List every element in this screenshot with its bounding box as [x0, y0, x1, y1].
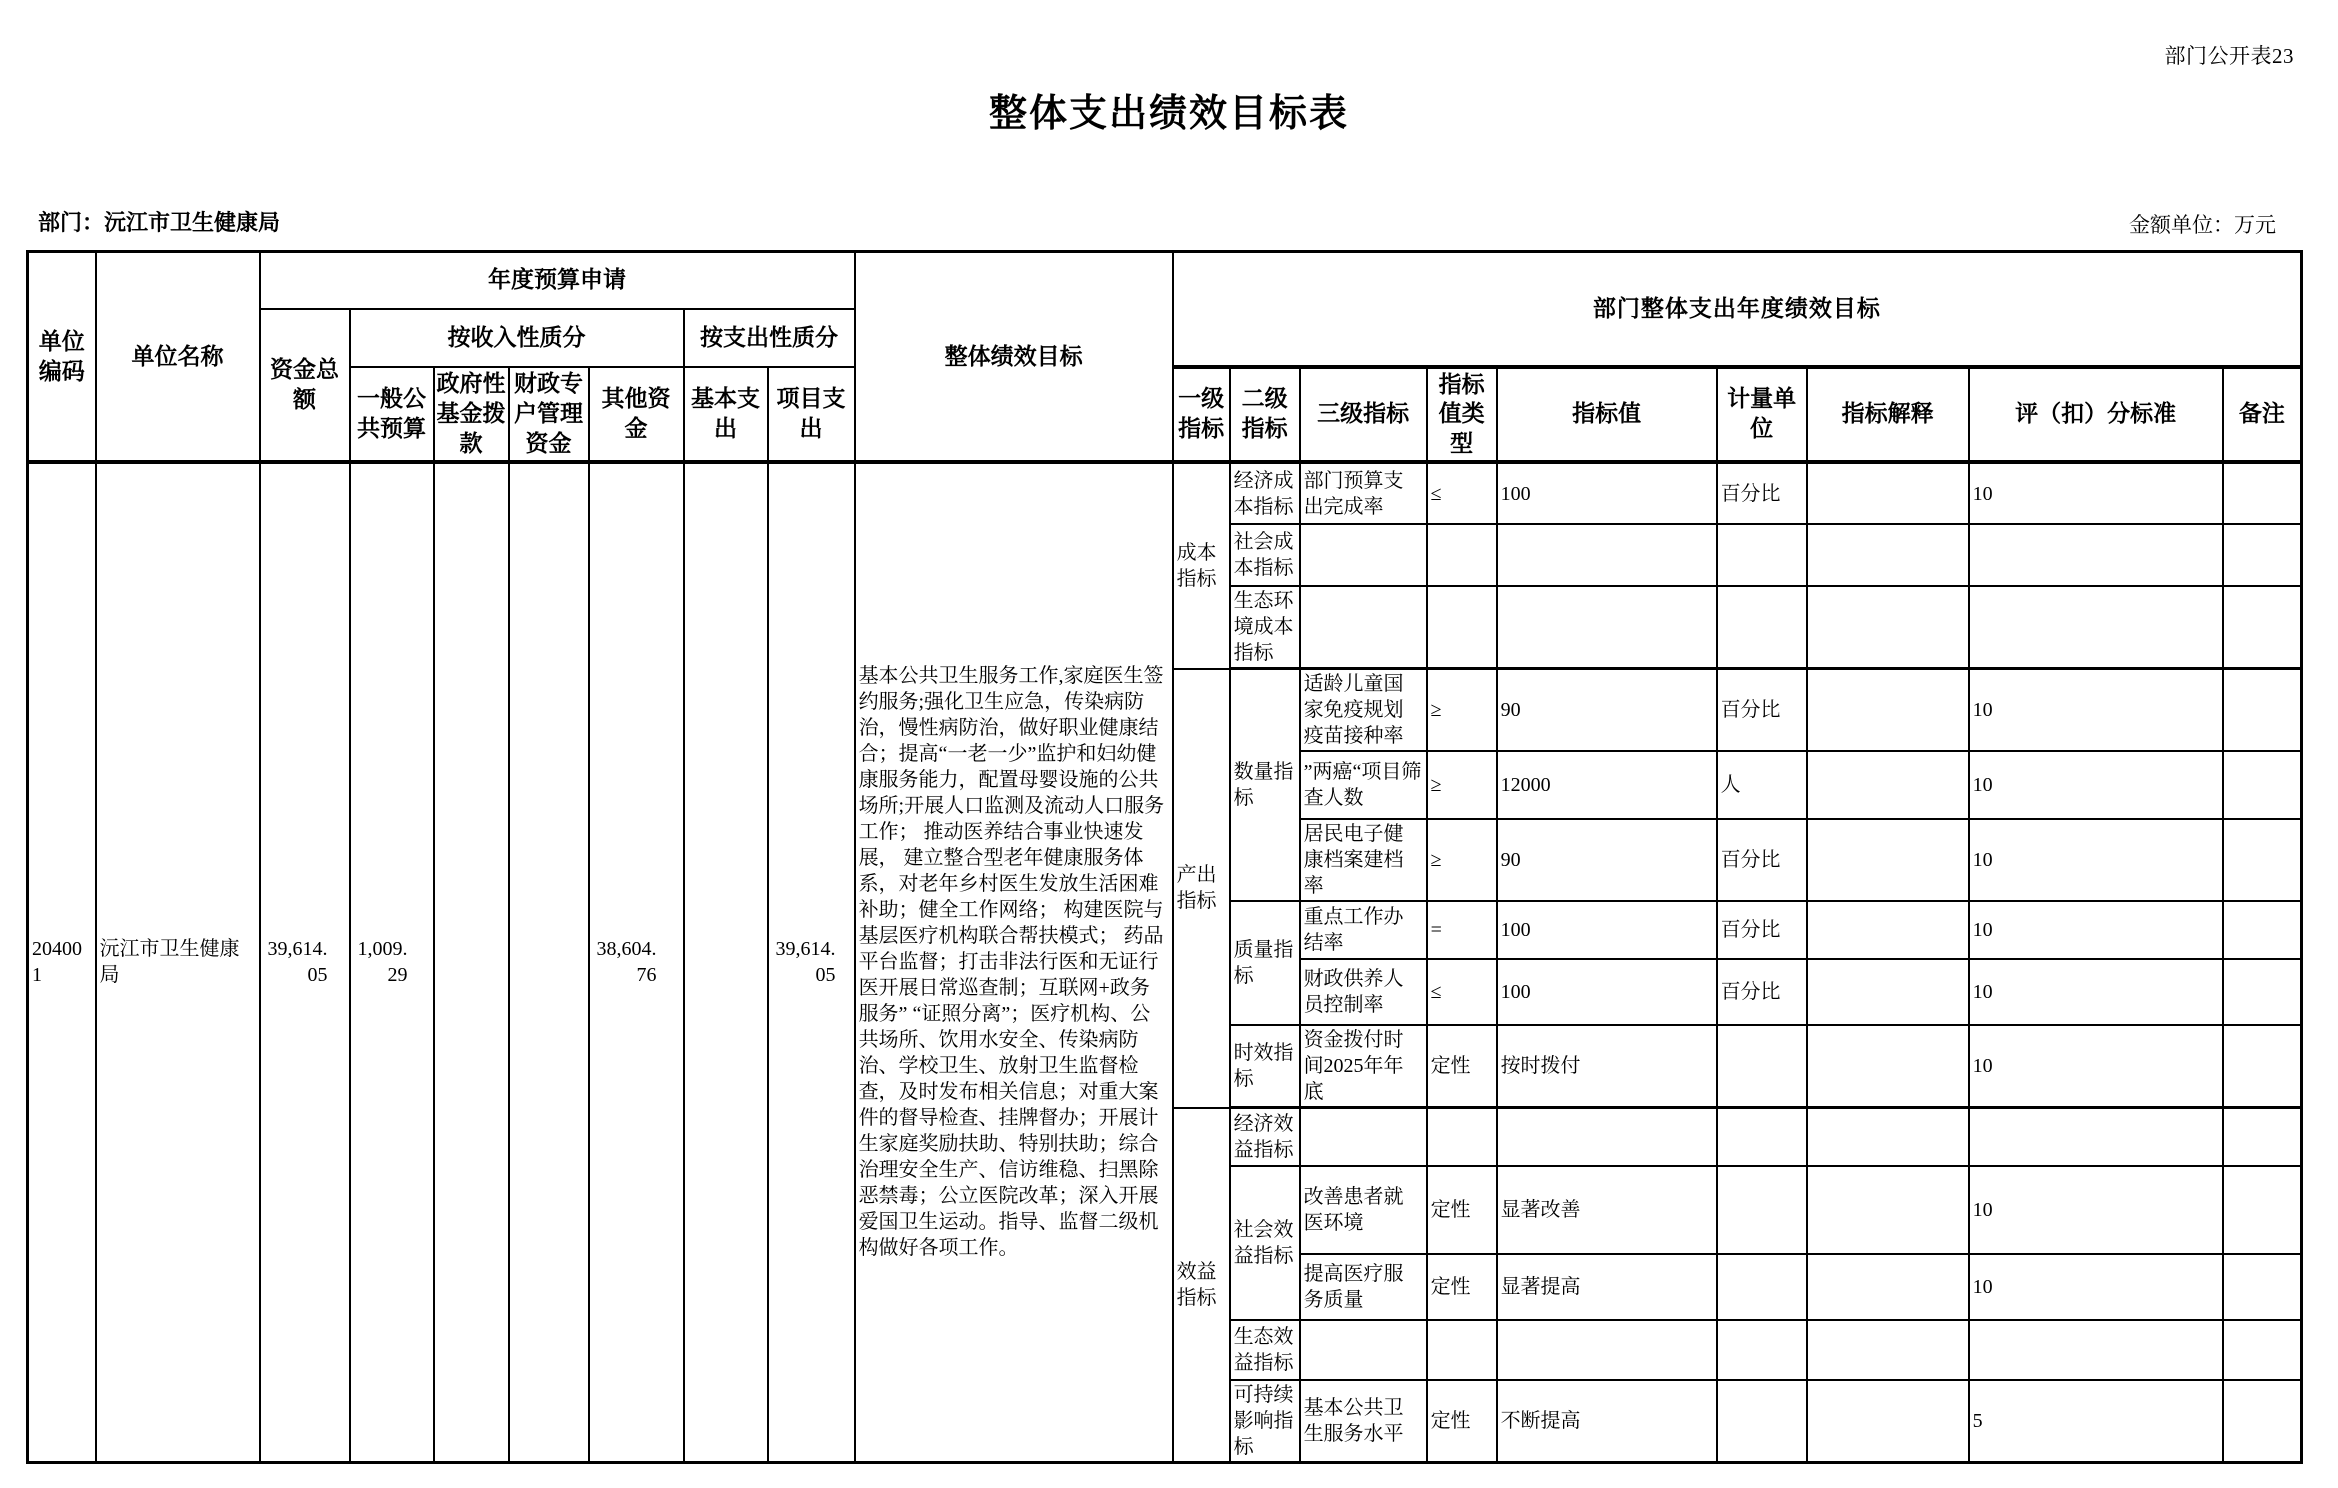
- header-scoring-standard: 评（扣）分标准: [1969, 367, 2223, 463]
- cell-measure-unit: [1717, 1254, 1807, 1320]
- header-overall-performance-target: 整体绩效目标: [855, 252, 1173, 463]
- cell-value-type: [1427, 524, 1497, 586]
- cell-measure-unit: [1717, 1025, 1807, 1108]
- cell-value-type: [1427, 1108, 1497, 1166]
- header-dept-annual-performance-target: 部门整体支出年度绩效目标: [1173, 252, 2302, 367]
- cell-measure-unit: 百分比: [1717, 669, 1807, 752]
- cell-remark: [2223, 586, 2302, 669]
- cell-level3: [1300, 1320, 1427, 1380]
- cell-level3: 重点工作办结率: [1300, 901, 1427, 959]
- cell-explanation: [1807, 1025, 1969, 1108]
- header-measure-unit: 计量单位: [1717, 367, 1807, 463]
- cell-level1: 成本指标: [1173, 462, 1230, 669]
- cell-score: 10: [1969, 959, 2223, 1025]
- cell-overall-target: 基本公共卫生服务工作,家庭医生签约服务;强化卫生应急，传染病防治，慢性病防治，做好职业健康结合；提高“一老一少”监护和妇幼健康服务能力，配置母婴设施的公共场所;开展人口监测及流动人口服务工作； 推动医养结合事业快速发展， 建立整合型老年健康服务体系，对老年乡村医生发放生活困难补助；健全工作网络； 构建医院与基层医疗机构联合帮扶模式； 药品平台监督；打击非法行医和无证行医开展日常巡查制；互联网+政务服务” “证照分离”；医疗机构、公共场所、饮用水安全、传染病防治、学校卫生、放射卫生监督检查，及时发布相关信息；对重大案件的督导检查、挂牌督办；开展计生家庭奖励扶助、特别扶助；综合治理安全生产、信访维稳、扫黑除恶禁毒；公立医院改革；深入开展爱国卫生运动。指导、监督二级机构做好各项工作。: [855, 462, 1173, 1462]
- cell-target-value: 90: [1497, 819, 1717, 901]
- cell-level3: 适龄儿童国家免疫规划疫苗接种率: [1300, 669, 1427, 752]
- cell-project-expense: 39,614.05: [768, 462, 855, 1462]
- cell-score: 10: [1969, 1254, 2223, 1320]
- header-other-funds: 其他资金: [589, 367, 684, 463]
- cell-basic-expense: [684, 462, 768, 1462]
- cell-measure-unit: [1717, 1108, 1807, 1166]
- cell-level3: 资金拨付时间2025年年底: [1300, 1025, 1427, 1108]
- cell-explanation: [1807, 901, 1969, 959]
- cell-remark: [2223, 1166, 2302, 1254]
- cell-score: [1969, 586, 2223, 669]
- cell-explanation: [1807, 669, 1969, 752]
- header-basic-expense: 基本支出: [684, 367, 768, 463]
- cell-value-type: 定性: [1427, 1166, 1497, 1254]
- cell-level3: [1300, 1108, 1427, 1166]
- cell-score: 10: [1969, 1166, 2223, 1254]
- cell-explanation: [1807, 751, 1969, 819]
- cell-remark: [2223, 1254, 2302, 1320]
- cell-explanation: [1807, 462, 1969, 524]
- cell-remark: [2223, 524, 2302, 586]
- cell-level3: ”两癌“项目筛查人数: [1300, 751, 1427, 819]
- cell-level2: 经济效益指标: [1230, 1108, 1300, 1166]
- cell-target-value: 90: [1497, 669, 1717, 752]
- cell-remark: [2223, 1108, 2302, 1166]
- cell-level3: 部门预算支出完成率: [1300, 462, 1427, 524]
- header-by-expense-nature: 按支出性质分: [684, 309, 855, 367]
- cell-unit-code: 204001: [28, 462, 96, 1462]
- cell-level3: 基本公共卫生服务水平: [1300, 1380, 1427, 1463]
- header-project-expense: 项目支出: [768, 367, 855, 463]
- header-by-income-nature: 按收入性质分: [350, 309, 684, 367]
- cell-measure-unit: 百分比: [1717, 901, 1807, 959]
- header-level1: 一级指标: [1173, 367, 1230, 463]
- cell-level2: 时效指标: [1230, 1025, 1300, 1108]
- cell-measure-unit: 百分比: [1717, 959, 1807, 1025]
- cell-explanation: [1807, 1380, 1969, 1463]
- cell-value-type: ≤: [1427, 462, 1497, 524]
- cell-remark: [2223, 751, 2302, 819]
- cell-score: [1969, 524, 2223, 586]
- header-gov-fund-allocation: 政府性基金拨款: [434, 367, 509, 463]
- header-remarks: 备注: [2223, 367, 2302, 463]
- cell-measure-unit: [1717, 586, 1807, 669]
- cell-level3: 居民电子健康档案建档率: [1300, 819, 1427, 901]
- cell-value-type: [1427, 1320, 1497, 1380]
- cell-value-type: ≤: [1427, 959, 1497, 1025]
- cell-total-funds: 39,614.05: [260, 462, 350, 1462]
- cell-unit-name: 沅江市卫生健康局: [96, 462, 260, 1462]
- cell-remark: [2223, 819, 2302, 901]
- amount-unit-label: 金额单位：万元: [2129, 213, 2276, 237]
- cell-level3: [1300, 524, 1427, 586]
- cell-target-value: 100: [1497, 959, 1717, 1025]
- cell-score: 10: [1969, 819, 2223, 901]
- cell-measure-unit: [1717, 1166, 1807, 1254]
- cell-level3: 提高医疗服务质量: [1300, 1254, 1427, 1320]
- cell-score: [1969, 1108, 2223, 1166]
- cell-explanation: [1807, 524, 1969, 586]
- cell-value-type: ≥: [1427, 819, 1497, 901]
- cell-score: 10: [1969, 1025, 2223, 1108]
- cell-level2: 经济成本指标: [1230, 462, 1300, 524]
- cell-value-type: 定性: [1427, 1025, 1497, 1108]
- document-title: 整体支出绩效目标表: [988, 93, 1349, 135]
- cell-value-type: ≥: [1427, 751, 1497, 819]
- cell-target-value: 100: [1497, 462, 1717, 524]
- cell-other-funds: 38,604.76: [589, 462, 684, 1462]
- cell-score: 10: [1969, 669, 2223, 752]
- cell-measure-unit: 人: [1717, 751, 1807, 819]
- cell-target-value: 显著提高: [1497, 1254, 1717, 1320]
- cell-value-type: [1427, 586, 1497, 669]
- cell-gov-fund-allocation: [434, 462, 509, 1462]
- cell-explanation: [1807, 1108, 1969, 1166]
- header-annual-budget-request: 年度预算申请: [260, 252, 855, 309]
- cell-target-value: 100: [1497, 901, 1717, 959]
- cell-target-value: 显著改善: [1497, 1166, 1717, 1254]
- header-row-1: [28, 252, 2302, 309]
- cell-general-public-budget: 1,009.29: [350, 462, 434, 1462]
- header-target-value: 指标值: [1497, 367, 1717, 463]
- cell-measure-unit: 百分比: [1717, 819, 1807, 901]
- cell-level2: 质量指标: [1230, 901, 1300, 1025]
- cell-measure-unit: [1717, 1380, 1807, 1463]
- cell-measure-unit: 百分比: [1717, 462, 1807, 524]
- page-label: 部门公开表23: [2164, 44, 2294, 68]
- cell-target-value: [1497, 524, 1717, 586]
- cell-score: 10: [1969, 462, 2223, 524]
- header-level2: 二级指标: [1230, 367, 1300, 463]
- header-explanation: 指标解释: [1807, 367, 1969, 463]
- cell-measure-unit: [1717, 1320, 1807, 1380]
- header-unit-name: 单位名称: [96, 252, 260, 463]
- header-unit-code: 单位编码: [28, 252, 96, 463]
- cell-score: [1969, 1320, 2223, 1380]
- cell-target-value: 不断提高: [1497, 1380, 1717, 1463]
- cell-level1: 效益指标: [1173, 1108, 1230, 1463]
- indicator-row: [28, 462, 2302, 524]
- cell-value-type: ≥: [1427, 669, 1497, 752]
- cell-explanation: [1807, 1320, 1969, 1380]
- cell-explanation: [1807, 959, 1969, 1025]
- cell-remark: [2223, 1025, 2302, 1108]
- department-label: 部门：沅江市卫生健康局: [38, 210, 281, 235]
- cell-level3: 财政供养人员控制率: [1300, 959, 1427, 1025]
- cell-level2: 生态效益指标: [1230, 1320, 1300, 1380]
- cell-score: 10: [1969, 901, 2223, 959]
- cell-measure-unit: [1717, 524, 1807, 586]
- cell-level1: 产出指标: [1173, 669, 1230, 1108]
- cell-target-value: 按时拨付: [1497, 1025, 1717, 1108]
- cell-level3: [1300, 586, 1427, 669]
- cell-remark: [2223, 669, 2302, 752]
- cell-score: 5: [1969, 1380, 2223, 1463]
- cell-value-type: =: [1427, 901, 1497, 959]
- cell-level2: 生态环境成本指标: [1230, 586, 1300, 669]
- cell-remark: [2223, 1380, 2302, 1463]
- cell-level3: 改善患者就医环境: [1300, 1166, 1427, 1254]
- cell-explanation: [1807, 586, 1969, 669]
- cell-target-value: [1497, 1320, 1717, 1380]
- cell-value-type: 定性: [1427, 1380, 1497, 1463]
- header-value-type: 指标值类型: [1427, 367, 1497, 463]
- header-total-funds: 资金总额: [260, 309, 350, 463]
- performance-target-table: [26, 250, 2303, 1464]
- cell-explanation: [1807, 819, 1969, 901]
- cell-explanation: [1807, 1166, 1969, 1254]
- cell-target-value: 12000: [1497, 751, 1717, 819]
- cell-explanation: [1807, 1254, 1969, 1320]
- cell-level2: 数量指标: [1230, 669, 1300, 902]
- header-fiscal-account-funds: 财政专户管理资金: [509, 367, 589, 463]
- cell-value-type: 定性: [1427, 1254, 1497, 1320]
- cell-level2: 可持续影响指标: [1230, 1380, 1300, 1463]
- cell-remark: [2223, 462, 2302, 524]
- cell-level2: 社会成本指标: [1230, 524, 1300, 586]
- cell-remark: [2223, 901, 2302, 959]
- cell-remark: [2223, 1320, 2302, 1380]
- cell-target-value: [1497, 1108, 1717, 1166]
- header-level3: 三级指标: [1300, 367, 1427, 463]
- cell-fiscal-account-funds: [509, 462, 589, 1462]
- cell-level2: 社会效益指标: [1230, 1166, 1300, 1320]
- cell-score: 10: [1969, 751, 2223, 819]
- cell-remark: [2223, 959, 2302, 1025]
- cell-target-value: [1497, 586, 1717, 669]
- header-general-public-budget: 一般公共预算: [350, 367, 434, 463]
